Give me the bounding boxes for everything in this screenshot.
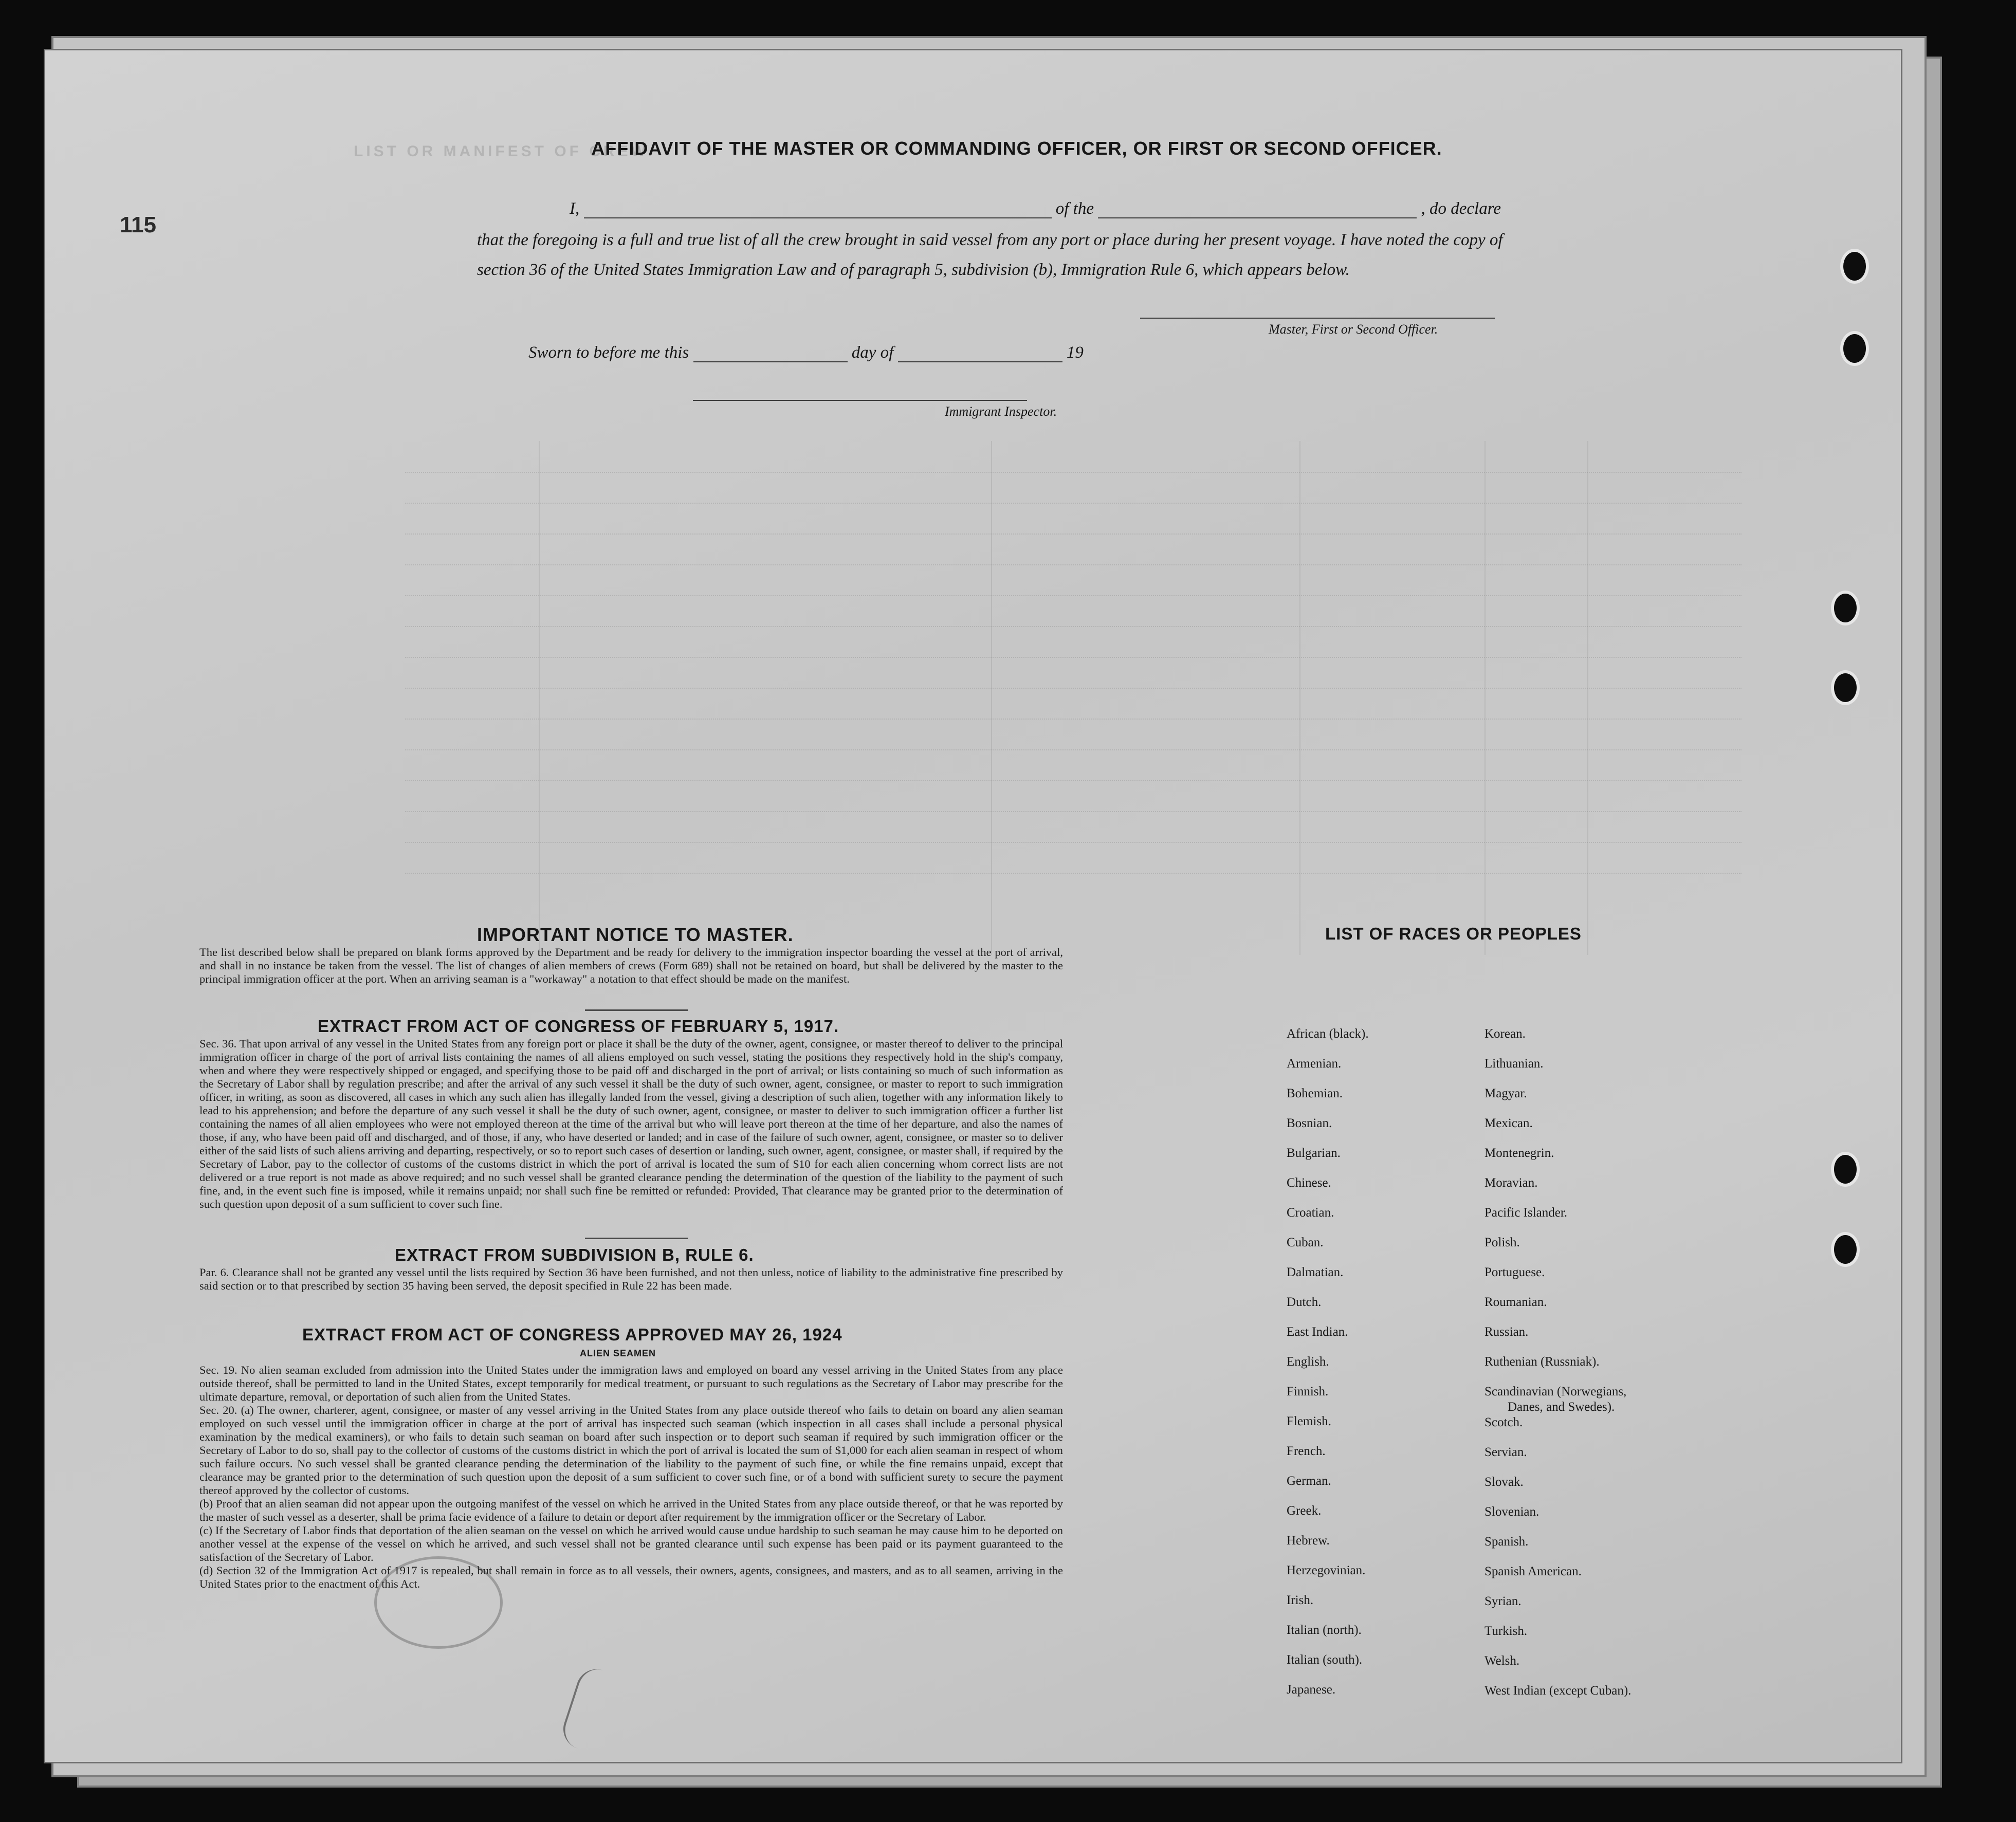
page-number-stamp: 115: [120, 212, 156, 237]
master-signature-line[interactable]: [1140, 318, 1495, 319]
manifest-sheet: [44, 49, 1902, 1763]
show-through-column: [1587, 441, 1588, 955]
race-item: English.: [1287, 1355, 1329, 1369]
race-item: German.: [1287, 1474, 1331, 1488]
vessel-field[interactable]: [1098, 217, 1417, 218]
race-item: Welsh.: [1484, 1654, 1520, 1668]
race-item: African (black).: [1287, 1027, 1369, 1041]
notice-title: IMPORTANT NOTICE TO MASTER.: [477, 924, 794, 945]
race-item: Portuguese.: [1484, 1265, 1545, 1279]
show-through-column: [539, 441, 540, 955]
race-item: Italian (north).: [1287, 1623, 1362, 1637]
race-item: Syrian.: [1484, 1594, 1522, 1608]
punch-hole: [1843, 252, 1866, 281]
race-item: Greek.: [1287, 1504, 1322, 1518]
show-through-row: [405, 698, 1742, 720]
pencil-mark: [558, 1664, 630, 1757]
race-item: Scotch.: [1484, 1415, 1523, 1429]
affidavit-body: that the foregoing is a full and true list of all the crew brought in said vessel from any port or place during her present voyage. I have noted the copy of section 36 of the United States Immigration Law and of paragraph 5, subdivision (b), Immigration Rule 6, which appears below.: [477, 231, 1503, 279]
race-item: Irish.: [1287, 1593, 1314, 1607]
show-through-text: LIST OR MANIFEST OF CREW.: [354, 143, 655, 160]
section-20a: Sec. 20. (a) The owner, charterer, agent, consignee, or master of any vessel arriving in the United States from any place outside thereof who fails to detain on board any alien seaman employed on such vessel until the immigration officer in charge at the port of arrival has inspected such seaman (which inspection in all cases shall include a personal physical examination by the medical examiners), or who fails to detain such seaman on board after such inspection or to deport such seaman if required by such immigration officer or the Secretary of Labor to do so, shall pay to the collector of customs of the customs district in which the port of arrival is located the sum of $1,000 for each alien seaman in respect of whom such failure occurs. No such vessel shall be granted clearance pending the determination of the liability to the payment of such fine, or while the fine remains unpaid, except that clearance may be granted prior to the determination of such question upon the deposit of a sum sufficient to cover such fine, or of a bond with sufficient surety to secure the payment thereof approved by the collector of customs.: [199, 1404, 1063, 1497]
race-item: Chinese.: [1287, 1176, 1331, 1190]
race-item: Ruthenian (Russniak).: [1484, 1355, 1600, 1369]
race-item: Bosnian.: [1287, 1116, 1332, 1130]
name-field[interactable]: [584, 217, 1052, 218]
alien-seamen-subtitle: ALIEN SEAMEN: [580, 1348, 656, 1358]
show-through-row: [405, 790, 1742, 812]
race-item: Korean.: [1484, 1027, 1526, 1041]
sworn-line: [528, 343, 1084, 362]
divider: [585, 1009, 688, 1011]
punch-hole: [1843, 334, 1866, 363]
race-item: Spanish American.: [1484, 1565, 1582, 1578]
show-through-row: [405, 605, 1742, 627]
show-through-column: [1299, 441, 1300, 955]
race-item: Danes, and Swedes).: [1508, 1400, 1615, 1414]
show-through-column: [991, 441, 992, 955]
day-of-label: day of: [851, 343, 894, 362]
race-item: Slovak.: [1484, 1475, 1524, 1489]
race-item: Hebrew.: [1287, 1534, 1330, 1548]
affidavit-title: AFFIDAVIT OF THE MASTER OR COMMANDING OFFICER, OR FIRST OR SECOND OFFICER.: [591, 138, 1442, 159]
race-item: Roumanian.: [1484, 1295, 1547, 1309]
extract-rule6-body: Par. 6. Clearance shall not be granted any vessel until the lists required by Section 36 have been furnished, and not then unless, notice of liability to the administrative fine prescribed by said section or to that prescribed by section 35 having been served, the deposit specified in Rule 22 has been made.: [199, 1266, 1063, 1292]
race-item: Dutch.: [1287, 1295, 1322, 1309]
section-20b: (b) Proof that an alien seaman did not appear upon the outgoing manifest of the vessel on which he arrived in the United States from any place outside thereof, or that he was reported by the master of such vessel as a deserter, shall be prima facie evidence of a failure to detain or deport after requirement by the immigration officer or the Secretary of Labor.: [199, 1497, 1063, 1523]
inspector-caption: Immigrant Inspector.: [945, 404, 1057, 419]
ink-stamp-seal: [374, 1556, 503, 1649]
i-label: I,: [570, 199, 580, 218]
year-prefix: 19: [1066, 343, 1084, 362]
race-item: Bohemian.: [1287, 1087, 1343, 1100]
race-item: Moravian.: [1484, 1176, 1538, 1190]
inspector-signature-line[interactable]: [693, 400, 1027, 401]
master-signature-caption: Master, First or Second Officer.: [1269, 322, 1438, 337]
declare-label: , do declare: [1421, 199, 1501, 218]
punch-hole: [1834, 1155, 1857, 1184]
of-the-label: of the: [1055, 199, 1094, 218]
race-item: Armenian.: [1287, 1057, 1342, 1071]
race-item: Mexican.: [1484, 1116, 1533, 1130]
show-through-row: [405, 482, 1742, 504]
divider: [585, 1238, 688, 1239]
race-item: Finnish.: [1287, 1385, 1329, 1398]
extract-1924-body: [199, 1364, 1063, 1591]
show-through-column: [1484, 441, 1486, 955]
show-through-row: [405, 451, 1742, 473]
section-20d: (d) Section 32 of the Immigration Act of 1917 is repealed, but shall remain in force as to all vessels, their owners, agents, consignees, and masters, and as to all seamen, arriving in the United States prior to the enactment of this Act.: [199, 1564, 1063, 1590]
race-item: Japanese.: [1287, 1683, 1336, 1697]
race-item: Turkish.: [1484, 1624, 1528, 1638]
extract-1917-body: Sec. 36. That upon arrival of any vessel in the United States from any foreign port or place it shall be the duty of the owner, agent, consignee, or master thereof to deliver to the principal immigration officer in charge of the port of arrival lists containing the names of all aliens employed on such vessel, stating the positions they respectively hold in the ship's company, when and where they were respectively shipped or engaged, and specifying those to be paid off and discharged in the port of arrival; or lists containing so much of such information as the Secretary of Labor shall by regulation prescribe; and after the arrival of any such vessel it shall be the duty of such owner, agent, consignee, or master to report to such immigration officer, in writing, as soon as discovered, all cases in which any such alien has illegally landed from the vessel, giving a description of such alien, together with any information likely to lead to his apprehension; and before the departure of any such vessel it shall be the duty of such owner, agent, consignee, or master to deliver to such immigration officer a further list containing the names of all alien employees who were not employed thereon at the time of the arrival but who will leave port thereon at the time of her departure, and also the names of those, if any, who have been paid off and discharged, and of those, if any, who have deserted or landed; and in case of the failure of such owner, agent, consignee, or master so to deliver either of the said lists of such aliens arriving and departing, respectively, or so to report such cases of desertion or landing, such owner, agent, consignee, or master shall, if required by the Secretary of Labor, pay to the collector of customs of the customs district in which the port of arrival is located the sum of $10 for each alien concerning whom correct lists are not delivered or a true report is not made as above required; and no such vessel shall be granted clearance pending the determination of the question of the liability to the payment of such fine, and, in the event such fine is imposed, while it remains unpaid; nor shall such fine be remitted or refunded: Provided, That clearance may be granted prior to the determination of such question upon deposit of a sum sufficient to cover such fine.: [199, 1037, 1063, 1210]
notice-body: The list described below shall be prepared on blank forms approved by the Department and be ready for delivery to the immigration inspector boarding the vessel at the port of arrival, and shall in no instance be taken from the vessel. The list of changes of alien members of crews (Form 689) shall not be retained on board, but shall be delivered by the master to the principal immigration officer at the port. When an arriving seaman is a "workaway" a notation to that effect should be made on the manifest.: [199, 946, 1063, 985]
sworn-month-field[interactable]: [898, 361, 1062, 362]
race-item: Spanish.: [1484, 1535, 1529, 1549]
show-through-row: [405, 729, 1742, 750]
race-item: Lithuanian.: [1484, 1057, 1544, 1071]
races-title: LIST OF RACES OR PEOPLES: [1325, 924, 1582, 943]
section-20c: (c) If the Secretary of Labor finds that deportation of the alien seaman on the vessel on which he arrived would cause undue hardship to such seaman he may cause him to be deported on another vessel at the expense of the vessel on which he arrived, and such vessel shall not be granted clearance until such expense has been paid or its payment guaranteed to the satisfaction of the Secretary of Labor.: [199, 1524, 1063, 1563]
race-item: Croatian.: [1287, 1206, 1334, 1220]
sworn-day-field[interactable]: [693, 361, 848, 362]
race-item: Scandinavian (Norwegians,: [1484, 1385, 1627, 1398]
extract-1924-title: EXTRACT FROM ACT OF CONGRESS APPROVED MAY 26, 1924: [302, 1325, 842, 1344]
race-item: Slovenian.: [1484, 1505, 1540, 1519]
punch-hole: [1834, 1235, 1857, 1264]
show-through-row: [405, 852, 1742, 874]
show-through-row: [405, 513, 1742, 535]
race-item: Servian.: [1484, 1445, 1527, 1459]
race-item: Polish.: [1484, 1236, 1520, 1249]
extract-1917-title: EXTRACT FROM ACT OF CONGRESS OF FEBRUARY 5, 1917.: [318, 1017, 839, 1036]
race-item: Pacific Islander.: [1484, 1206, 1568, 1220]
show-through-row: [405, 544, 1742, 565]
race-item: Montenegrin.: [1484, 1146, 1554, 1160]
race-item: Italian (south).: [1287, 1653, 1363, 1667]
punch-hole: [1834, 673, 1857, 702]
show-through-row: [405, 821, 1742, 843]
extract-rule6-title: EXTRACT FROM SUBDIVISION B, RULE 6.: [395, 1245, 754, 1264]
race-item: Flemish.: [1287, 1414, 1331, 1428]
race-item: East Indian.: [1287, 1325, 1348, 1339]
show-through-row: [405, 667, 1742, 689]
race-item: Magyar.: [1484, 1087, 1527, 1100]
race-item: French.: [1287, 1444, 1326, 1458]
race-item: Cuban.: [1287, 1236, 1324, 1249]
race-item: Dalmatian.: [1287, 1265, 1344, 1279]
sworn-label: Sworn to before me this: [528, 343, 689, 362]
race-item: West Indian (except Cuban).: [1484, 1684, 1632, 1698]
show-through-row: [405, 636, 1742, 658]
declaration-line: [570, 199, 1501, 218]
race-item: Russian.: [1484, 1325, 1529, 1339]
section-19: Sec. 19. No alien seaman excluded from admission into the United States under the immigration laws and employed on board any vessel arriving in the United States from any place outside thereof, shall be permitted to land in the United States, except temporarily for medical treatment, or pursuant to such regulations as the Secretary of Labor may prescribe for the ultimate departure, removal, or deportation of such alien from the United States.: [199, 1364, 1063, 1403]
race-item: Bulgarian.: [1287, 1146, 1341, 1160]
show-through-row: [405, 760, 1742, 781]
show-through-row: [405, 575, 1742, 596]
race-item: Herzegovinian.: [1287, 1563, 1366, 1577]
punch-hole: [1834, 594, 1857, 622]
